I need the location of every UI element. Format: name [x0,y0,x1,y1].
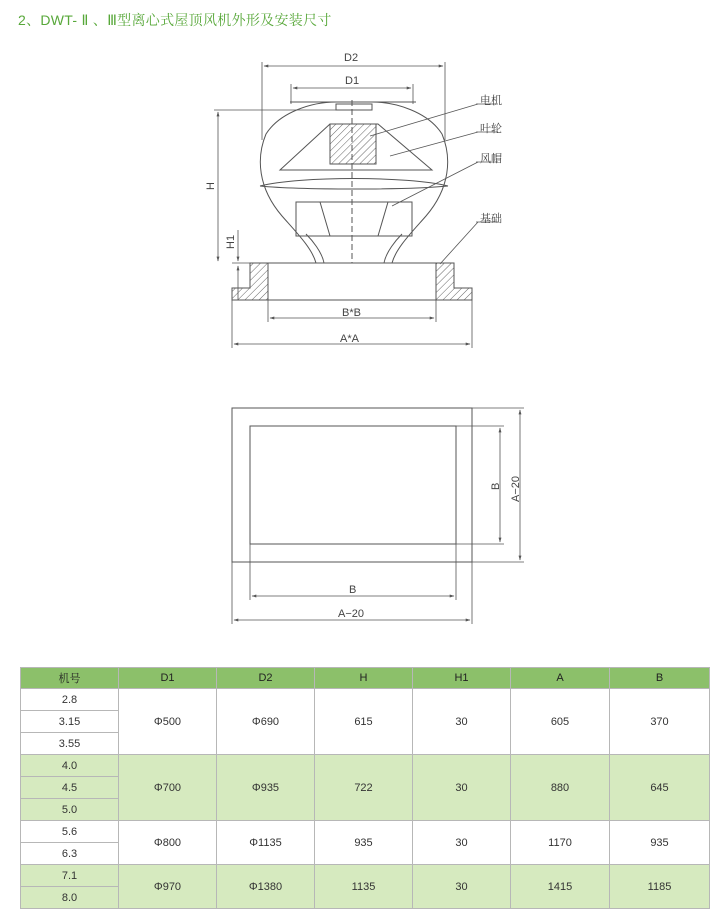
dim-b-bottom-label: B [349,584,357,596]
model-cell: 3.55 [21,733,119,755]
header-cell: H1 [413,668,511,689]
b-cell: 370 [610,689,710,755]
d2-cell: Φ935 [217,755,315,821]
inlet-box [296,202,412,236]
plan-dims [232,408,524,624]
h1-cell: 30 [413,865,511,909]
h-cell: 1135 [315,865,413,909]
table-header-row [21,668,710,689]
a-cell: 880 [511,755,610,821]
dim-d2-label: D2 [344,52,359,64]
model-cell: 4.0 [21,755,119,777]
model-cell: 4.5 [21,777,119,799]
header-cell: A [511,668,610,689]
a-cell: 1170 [511,821,610,865]
elevation-dims [214,62,498,348]
header-cell: 机号 [21,668,119,689]
header-cell: B [610,668,710,689]
motor-label: 电机 [480,95,502,107]
table-row [21,821,710,843]
h1-cell: 30 [413,821,511,865]
h-cell: 615 [315,689,413,755]
elevation-view [232,100,472,300]
b-cell: 645 [610,755,710,821]
spec-table [20,667,710,909]
plan-labels [338,476,522,620]
b-cell: 1185 [610,865,710,909]
base-flange [232,263,268,300]
h1-cell: 30 [413,689,511,755]
h1-cell: 30 [413,755,511,821]
d1-cell: Φ500 [119,689,217,755]
table-row [21,865,710,887]
d2-cell: Φ1135 [217,821,315,865]
table-row [21,755,710,777]
impeller-label: 叶轮 [480,123,502,135]
a-cell: 605 [511,689,610,755]
plan-view [232,408,472,562]
d1-cell: Φ970 [119,865,217,909]
header-cell: D2 [217,668,315,689]
dim-aa-label: A*A [340,333,359,345]
model-cell: 2.8 [21,689,119,711]
model-cell: 6.3 [21,843,119,865]
b-cell: 935 [610,821,710,865]
model-cell: 7.1 [21,865,119,887]
header-cell: D1 [119,668,217,689]
inner-opening [250,426,456,544]
dim-d1-label: D1 [345,75,360,87]
d2-cell: Φ1380 [217,865,315,909]
d1-cell: Φ800 [119,821,217,865]
outer-frame [232,408,472,562]
table-row [21,689,710,711]
d1-cell: Φ700 [119,755,217,821]
motor [330,124,376,164]
dim-bb-label: B*B [342,307,361,319]
model-cell: 5.0 [21,799,119,821]
elevation-labels [205,52,502,345]
dim-b-right-label: B [490,482,502,490]
dim-a20-bottom-label: A−20 [338,608,364,620]
dim-h-label: H [205,182,217,190]
base-flange-right [436,263,472,300]
d2-cell: Φ690 [217,689,315,755]
dim-h1-label: H1 [225,234,237,249]
a-cell: 1415 [511,865,610,909]
h-cell: 722 [315,755,413,821]
base-label: 基础 [480,213,502,225]
hood-label: 风帽 [480,153,502,165]
h-cell: 935 [315,821,413,865]
model-cell: 5.6 [21,821,119,843]
model-cell: 8.0 [21,887,119,909]
model-cell: 3.15 [21,711,119,733]
dim-a20-right-label: A−20 [510,476,522,502]
header-cell: H [315,668,413,689]
page-title: 2、DWT- Ⅱ 、Ⅲ型离心式屋顶风机外形及安装尺寸 [18,12,332,28]
